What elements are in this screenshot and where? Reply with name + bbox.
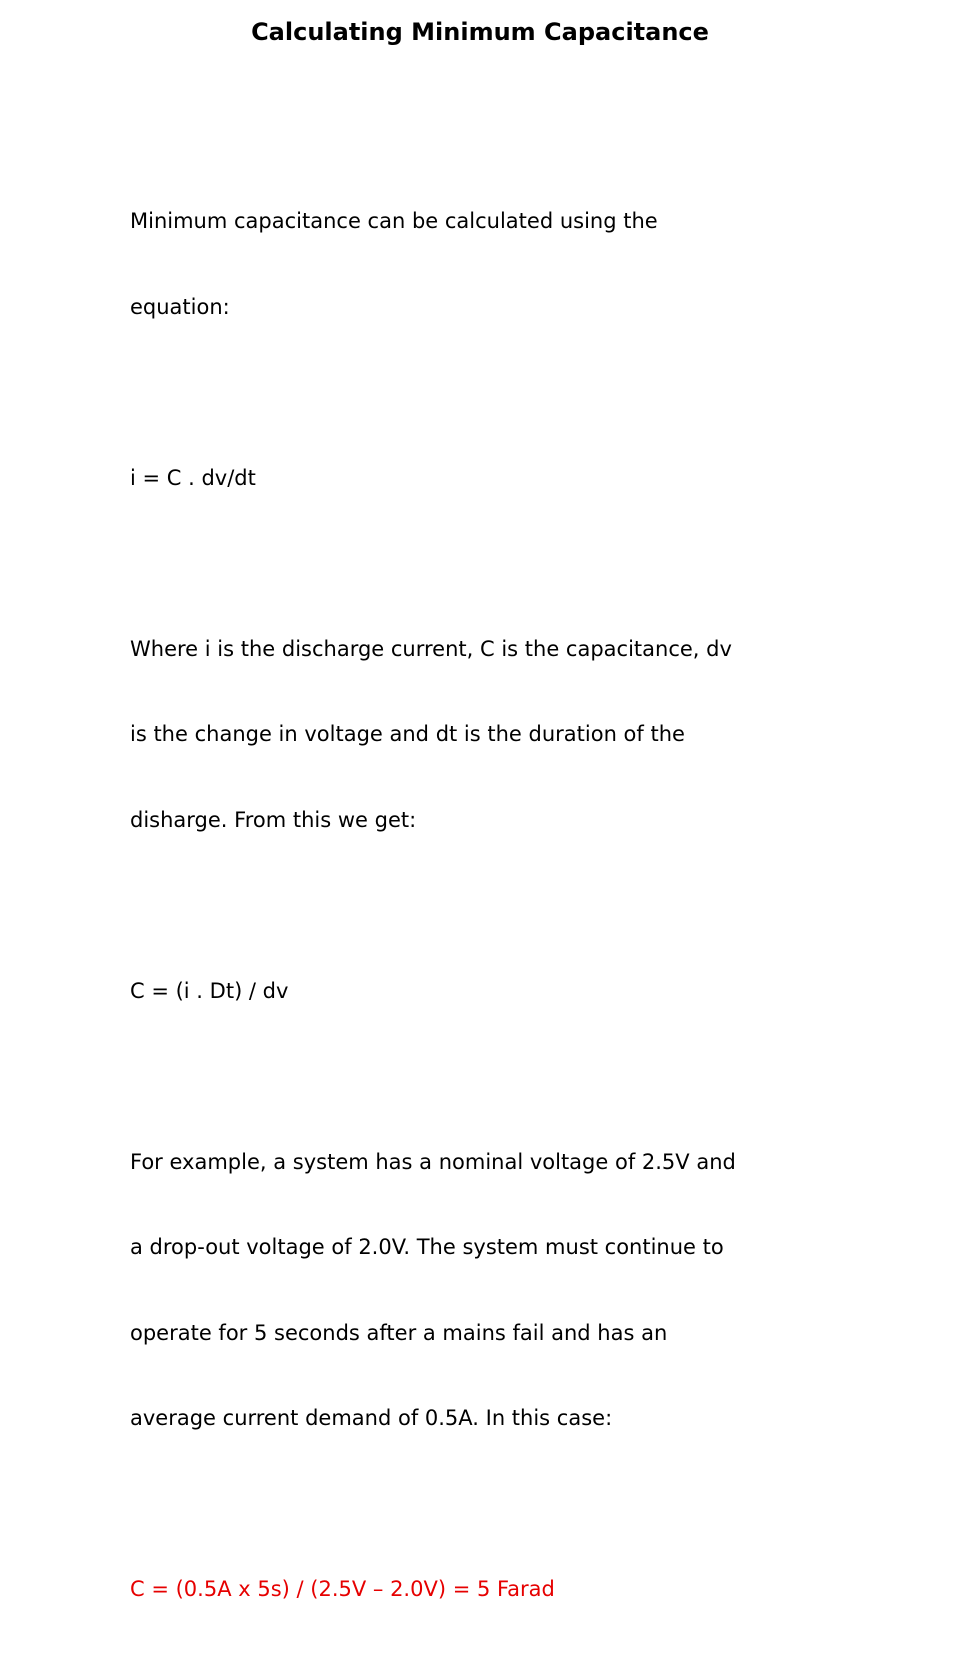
equation-line: i = C . dv/dt	[130, 465, 256, 490]
text-line: For example, a system has a nominal voltage of 2.5V and	[130, 1149, 736, 1174]
result-equation-line: C = (0.5A x 5s) / (2.5V – 2.0V) = 5 Farad	[130, 1577, 555, 1601]
text-line: Where i is the discharge current, C is the capacitance, dv	[130, 636, 732, 661]
equation-line: C = (i . Dt) / dv	[130, 978, 289, 1003]
text-line: Minimum capacitance can be calculated using the	[130, 209, 658, 233]
derived-equation-paragraph	[130, 920, 850, 1063]
result-paragraph	[130, 1518, 850, 1661]
slide-body	[130, 150, 850, 1661]
explanation-paragraph	[130, 578, 850, 892]
text-line: a drop-out voltage of 2.0V. The system must continue to	[130, 1235, 724, 1259]
text-line: operate for 5 seconds after a mains fail and has an	[130, 1320, 668, 1345]
text-line: equation:	[130, 294, 230, 319]
intro-paragraph	[130, 150, 850, 378]
text-line: disharge. From this we get:	[130, 807, 417, 832]
text-line: average current demand of 0.5A. In this case:	[130, 1406, 613, 1430]
example-paragraph	[130, 1091, 850, 1490]
slide-title: Calculating Minimum Capacitance	[251, 18, 709, 46]
equation-paragraph	[130, 407, 850, 550]
text-line: is the change in voltage and dt is the duration of the	[130, 722, 685, 746]
